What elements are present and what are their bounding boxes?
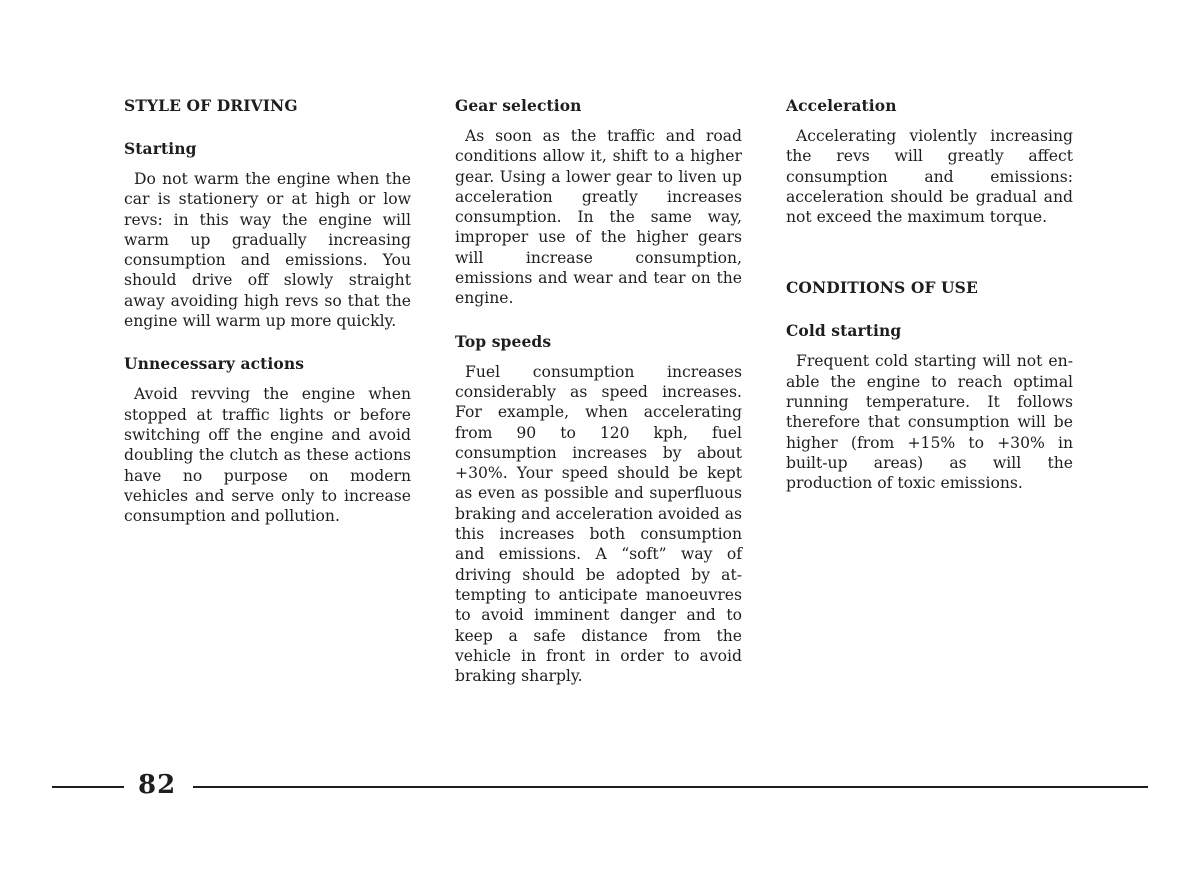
heading-acceleration: Acceleration [786, 96, 897, 115]
column-middle [455, 96, 742, 686]
spacer [786, 227, 1073, 278]
section-title-style-of-driving: STYLE OF DRIVING [124, 96, 298, 115]
spacer [124, 331, 411, 354]
paragraph-cold-starting: Frequent cold starting will not enable the engine to reach optimal running temperature. It follows therefore that consumption will be higher (from +15% to +30% in built-up areas) as will the production of toxic emissions. [786, 352, 1073, 493]
footer-rule-left [52, 786, 124, 788]
paragraph-gear-selection: As soon as the traffic and road conditions allow it, shift to a higher gear. Using a lower gear to liven up acceleration greatly increases consumption. In the same way, improper use of the higher gears will increase consumption, emissions and wear and tear on the engine. [455, 127, 742, 308]
paragraph-acceleration: Accelerating violently increasing the revs will greatly affect consumption and emissions: acceleration should be gradual and not exceed the maximum torque. [786, 127, 1073, 227]
heading-gear-selection: Gear selection [455, 96, 582, 115]
page-number: 82 [138, 770, 177, 800]
column-left [124, 96, 411, 526]
footer-rule-right [193, 786, 1148, 788]
spacer [455, 309, 742, 332]
paragraph-starting: Do not warm the engine when the car is stationery or at high or low revs: in this way the engine will warm up gradually increasing consumption and emissions. You should drive off slowly straight away avoiding high revs so that the engine will warm up more quickly. [124, 170, 411, 331]
column-right [786, 96, 1073, 494]
heading-cold-starting: Cold starting [786, 321, 902, 341]
paragraph-top-speeds: Fuel consumption increases considerably as speed increases. For example, when accelerating from 90 to 120 kph, fuel consumption increases by about +30%. Your speed should be kept as even as possible and superfluous braking and acceleration avoided as this increases both consumption and emissions. A “soft” way of driving should be adopted by attempting to anticipate manoeuvres to avoid imminent danger and to keep a safe distance from the vehicle in front in order to avoid braking sharply. [455, 362, 742, 686]
heading-unnecessary-actions: Unnecessary actions [124, 354, 305, 374]
heading-starting: Starting [124, 139, 197, 158]
paragraph-unnecessary-actions: Avoid revving the engine when stopped at traffic lights or before switching off the engine and avoid doubling the clutch as these actions have no purpose on modern vehicles and serve only to increase consumption and pollution. [124, 385, 411, 526]
section-title-conditions-of-use: CONDITIONS OF USE [786, 278, 978, 298]
heading-top-speeds: Top speeds [455, 331, 552, 351]
